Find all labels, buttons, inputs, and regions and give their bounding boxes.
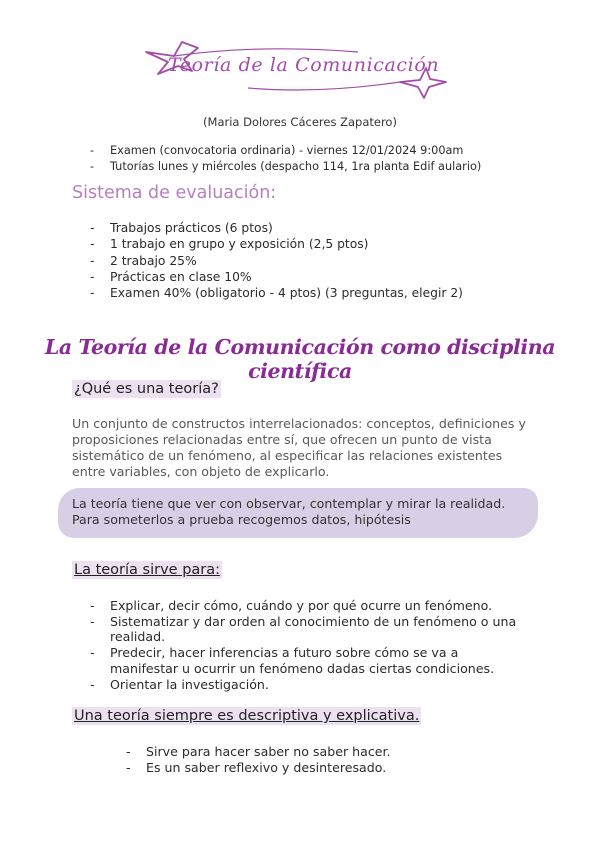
callout-text <box>72 496 534 528</box>
list-item: - Examen 40% (obligatorio - 4 ptos) (3 preguntas, elegir 2) <box>90 285 463 301</box>
theory-definition: Un conjunto de constructos interrelacionados: conceptos, definiciones y proposiciones relacionadas entre sí, que ofrecen un punto de vista sistemático de un fenómeno, al especificar las relaciones existentes entre variables, con objeto de explicarlo. <box>72 416 526 479</box>
main-title: La Teoría de la Comunicación como disciplina científica <box>44 335 556 383</box>
list-item: - Tutorías lunes y miércoles (despacho 114, 1ra planta Edif aulario) <box>90 159 481 175</box>
evaluation-heading: Sistema de evaluación: <box>72 183 277 203</box>
author-line: (Maria Dolores Cáceres Zapatero) <box>203 115 397 129</box>
callout-line: La teoría tiene que ver con observar, contemplar y mirar la realidad. <box>72 496 506 511</box>
list-item: - Trabajos prácticos (6 ptos) <box>90 220 463 236</box>
list-item: - Explicar, decir cómo, cuándo y por qué ocurre un fenómeno. <box>90 598 530 614</box>
theory-serves-list <box>90 598 530 692</box>
list-item: - Examen (convocatoria ordinaria) - viernes 12/01/2024 9:00am <box>90 143 481 159</box>
list-item: - Predecir, hacer inferencias a futuro sobre cómo se va a manifestar u ocurrir un fenómeno dadas ciertas condiciones. <box>90 645 530 676</box>
list-item: - Orientar la investigación. <box>90 677 530 693</box>
logo-text: Teoría de la Comunicación <box>168 54 440 76</box>
callout-line: Para someterlos a prueba recogemos datos, hipótesis <box>72 512 411 527</box>
list-item: - Prácticas en clase 10% <box>90 269 463 285</box>
list-item: - Sistematizar y dar orden al conocimiento de un fenómeno o una realidad. <box>90 614 530 645</box>
descriptive-list <box>126 744 391 776</box>
theory-serves-heading: La teoría sirve para: <box>74 562 221 578</box>
title-logo <box>138 38 458 100</box>
list-item: - 2 trabajo 25% <box>90 253 463 269</box>
evaluation-list <box>90 220 463 301</box>
what-is-theory-heading: ¿Qué es una teoría? <box>74 381 219 397</box>
list-item: - Sirve para hacer saber no saber hacer. <box>126 744 391 760</box>
list-item: - 1 trabajo en grupo y exposición (2,5 ptos) <box>90 236 463 252</box>
descriptive-heading: Una teoría siempre es descriptiva y explicativa. <box>74 708 420 724</box>
course-info-list <box>90 143 481 174</box>
list-item: - Es un saber reflexivo y desinteresado. <box>126 760 391 776</box>
